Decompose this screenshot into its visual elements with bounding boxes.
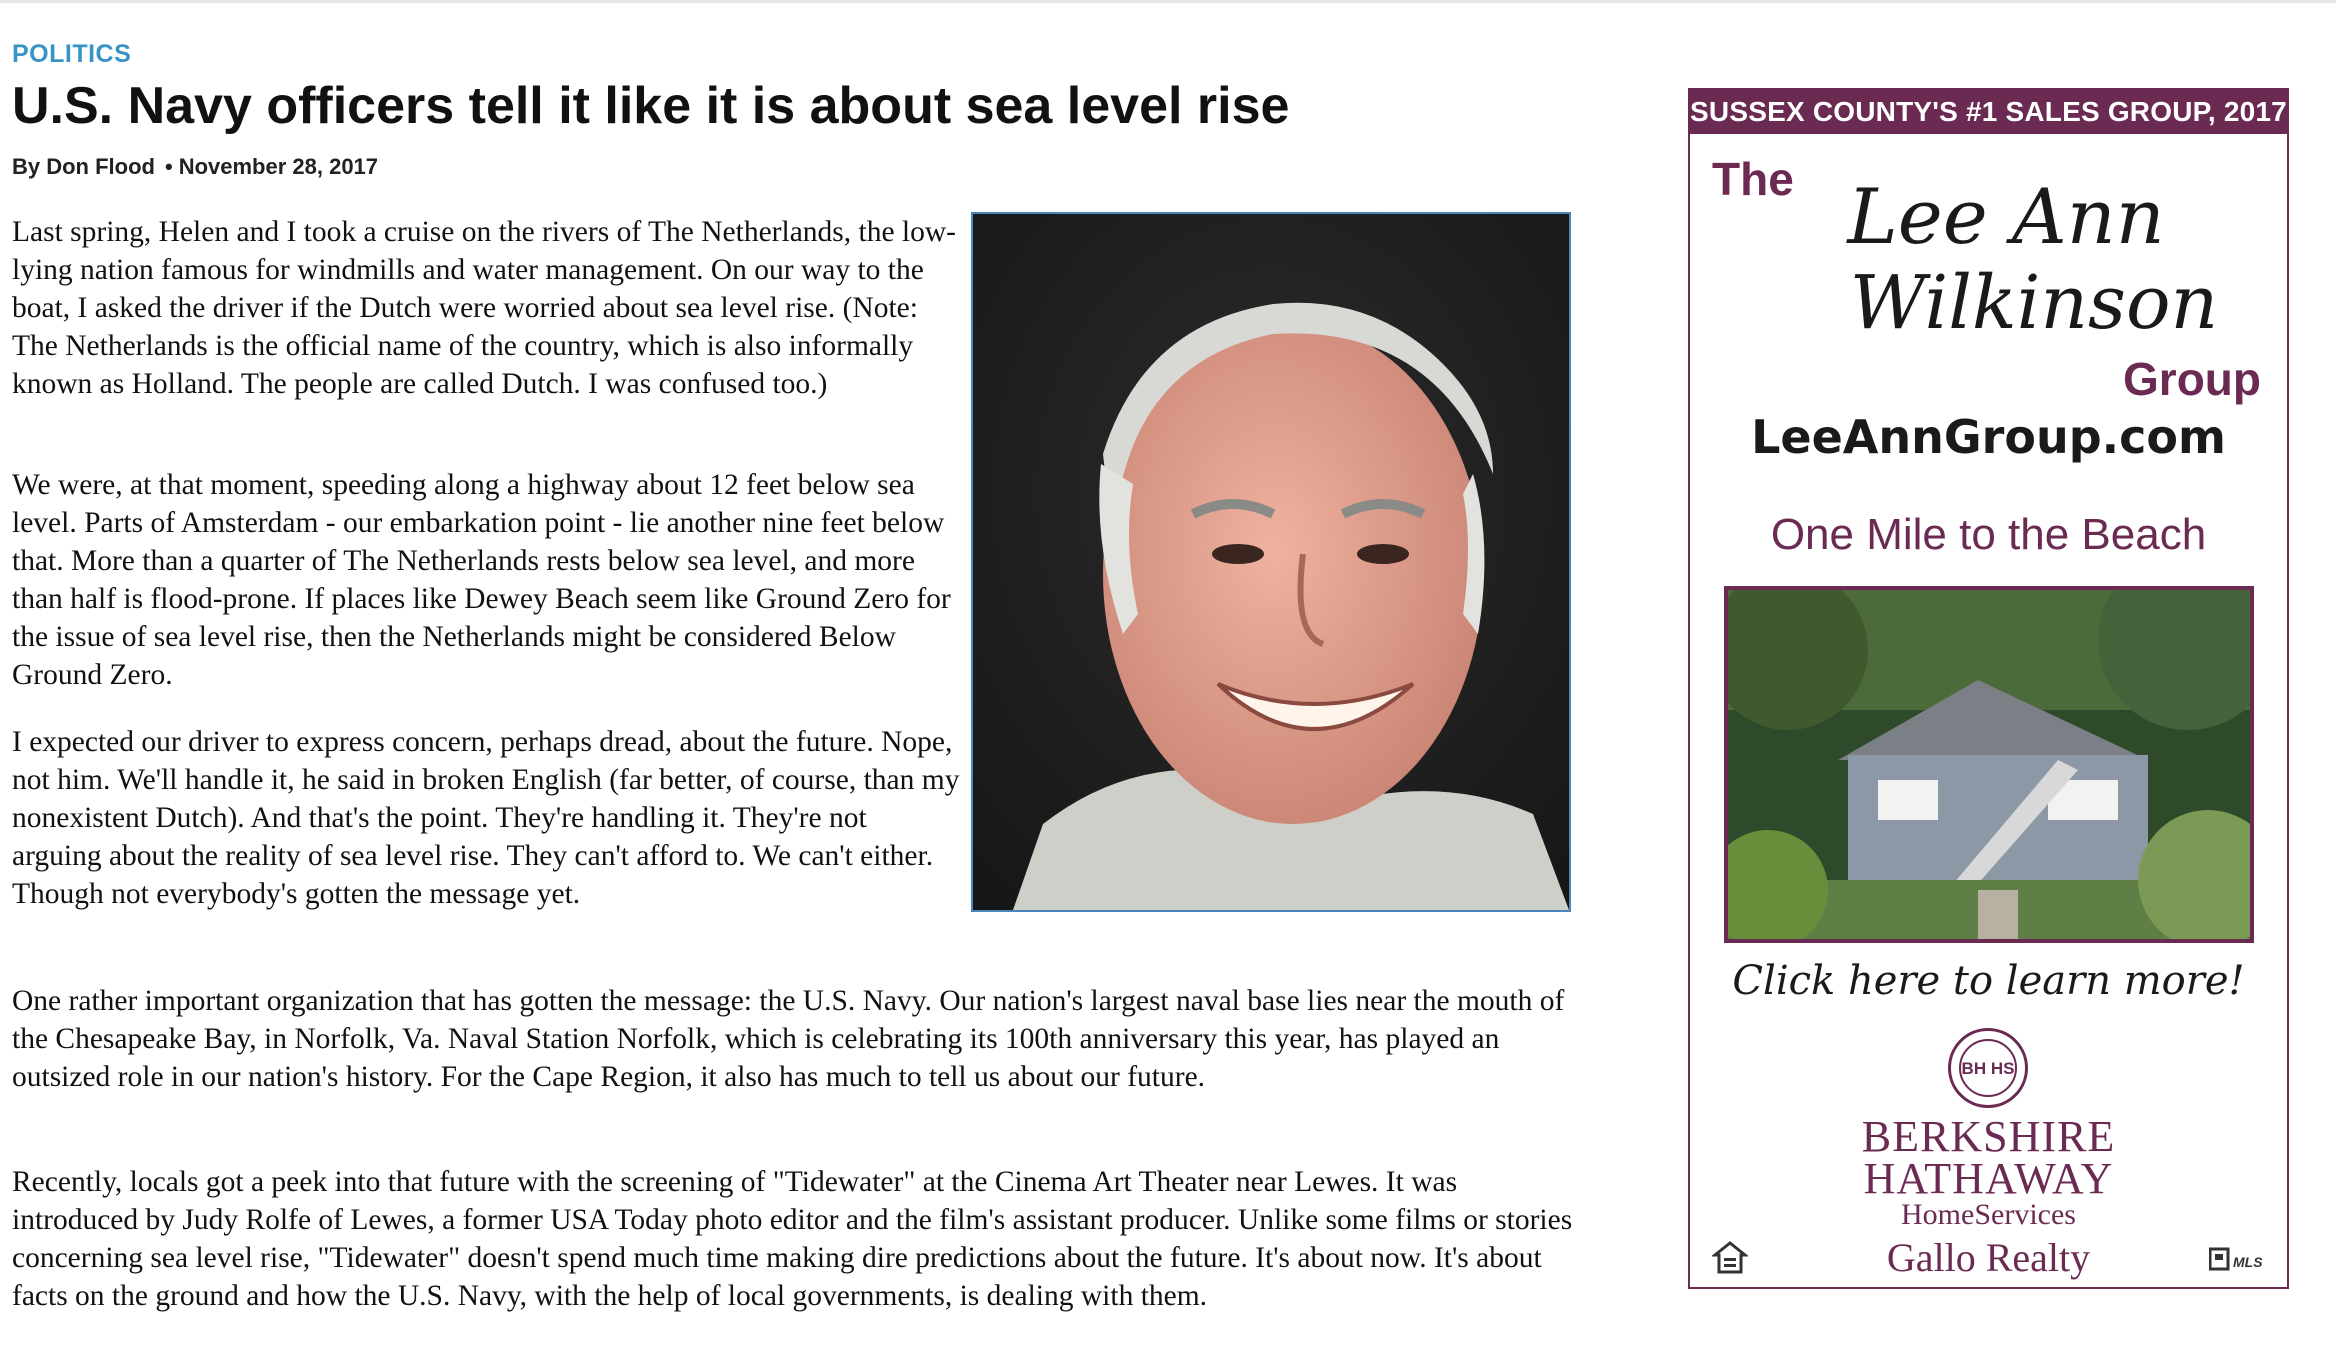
article-paragraph-2: We were, at that moment, speeding along a highway about 12 feet below sea level. Parts of Amsterdam - our embarkation point - lie another nine feet below that. More than a quarter of The Netherlands rests below sea level, and more than half is flood-prone. If places like Dewey Beach seem like Ground Zero for the issue of sea level rise, then the Netherlands might be considered Below Ground Zero. bbox=[12, 469, 951, 691]
byline bbox=[12, 154, 378, 180]
article-paragraph-5: Recently, locals got a peek into that future with the screening of "Tidewater" at the Cinema Art Theater near Lewes. It was introduced by Judy Rolfe of Lewes, a former USA Today photo editor and the film's assistant producer. Unlike some films or stories concerning sea level rise, "Tidewater" doesn't spend much time making dire predictions about the future. It's about now. It's about facts on the ground and how the U.S. Navy, with the help of local governments, is dealing with them. bbox=[12, 1166, 1573, 1312]
article-paragraph-1: Last spring, Helen and I took a cruise on the rivers of The Netherlands, the low-lying nation famous for windmills and water management. On our way to the boat, I asked the driver if the Dutch were worried about sea level rise. (Note: The Netherlands is the official name of the country, which is also informally known as Holland. The people are called Dutch. I was confused too.) bbox=[12, 216, 956, 400]
ad-brand-line-4: Gallo Realty bbox=[1886, 1235, 2091, 1280]
ad-brand-line-2: HATHAWAY bbox=[1863, 1154, 2114, 1203]
ad-script-name-2: Wilkinson bbox=[1849, 260, 2219, 346]
ad-brand-lines bbox=[1690, 1112, 2287, 1203]
bhhs-badge-inner: BH HS bbox=[1959, 1039, 2017, 1097]
ad-group-label: Group bbox=[2123, 353, 2261, 405]
ad-brand-line-3: HomeServices bbox=[1901, 1198, 2076, 1231]
equal-housing-icon bbox=[1712, 1240, 1748, 1276]
mls-logo-icon bbox=[2209, 1246, 2269, 1272]
ad-url: LeeAnnGroup.com bbox=[1751, 410, 2226, 464]
author-photo bbox=[971, 212, 1571, 912]
article-headline: U.S. Navy officers tell it like it is about sea level rise bbox=[12, 77, 1290, 135]
advertisement[interactable] bbox=[1688, 88, 2289, 1289]
ad-tagline: One Mile to the Beach bbox=[1770, 510, 2207, 559]
ad-script-name-1: Lee Ann bbox=[1847, 172, 2165, 261]
author: By Don Flood bbox=[12, 154, 155, 179]
ad-brand-line-1: BERKSHIRE bbox=[1861, 1112, 2116, 1161]
article-paragraph-3: I expected our driver to express concern, perhaps dread, about the future. Nope, not him. We'll handle it, he said in broken English (far better, of course, than my nonexistent Dutch). And that's the point. They're handling it. They're not arguing about the reality of sea level rise. They can't afford to. We can't either. Though not everybody's gotten the message yet. bbox=[12, 726, 960, 910]
ad-banner: SUSSEX COUNTY'S #1 SALES GROUP, 2017 bbox=[1690, 90, 2287, 134]
top-divider bbox=[0, 0, 2336, 3]
ad-house-photo bbox=[1724, 586, 2254, 943]
ad-cta[interactable]: Click here to learn more! bbox=[1732, 958, 2245, 1004]
ad-the-label: The bbox=[1712, 153, 1794, 205]
category-link[interactable]: POLITICS bbox=[12, 40, 132, 68]
byline-separator: • bbox=[164, 154, 173, 179]
publish-date: November 28, 2017 bbox=[178, 154, 379, 179]
bhhs-logo-icon bbox=[1948, 1028, 2028, 1108]
article-paragraph-4: One rather important organization that has gotten the message: the U.S. Navy. Our nation's largest naval base lies near the mouth of the Chesapeake Bay, in Norfolk, Va. Naval Station Norfolk, which is celebrating its 100th anniversary this year, has played an outsized role in our nation's history. For the Cape Region, it also has much to tell us about our future. bbox=[12, 985, 1565, 1093]
mls-label: MLS bbox=[2233, 1254, 2263, 1270]
